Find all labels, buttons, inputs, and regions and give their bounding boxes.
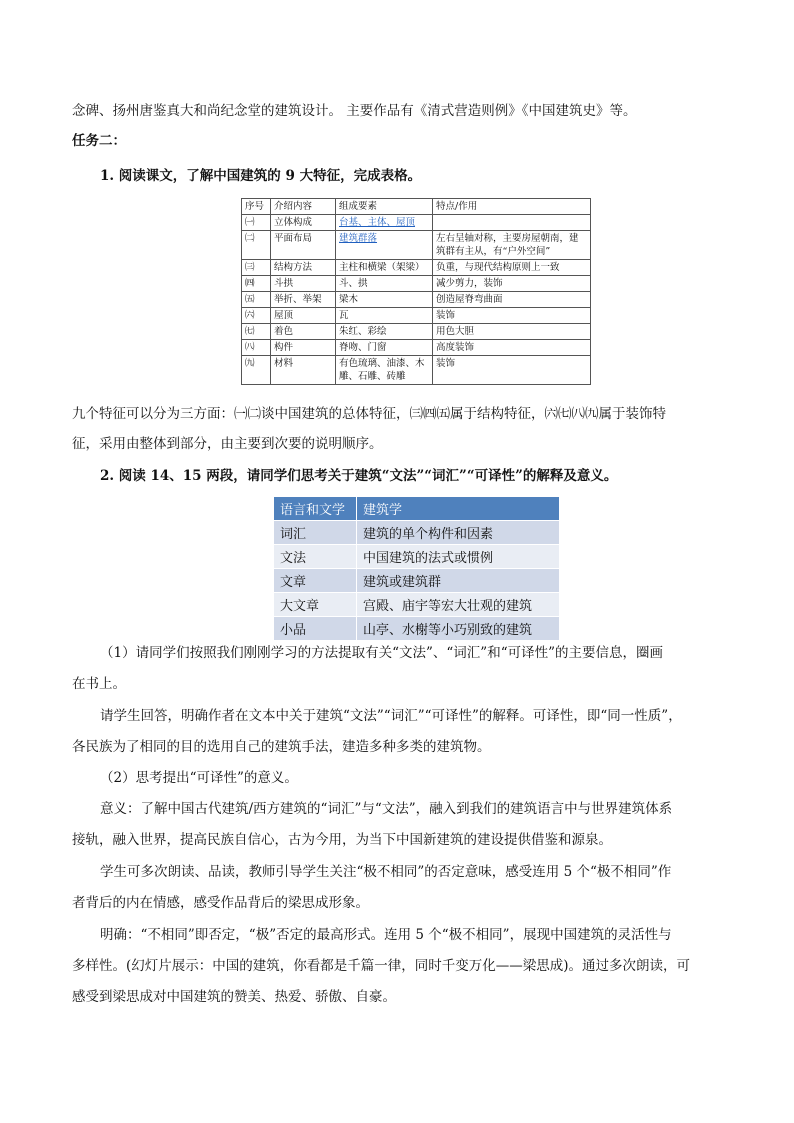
row-topic: 着色 [271,324,336,340]
paragraph-line: 学生可多次朗读、品读，教师引导学生关注“极不相同”的否定意味，感受连用 5 个“极不相同”作 [100,864,672,880]
table-row [242,260,591,276]
table-row [274,569,560,593]
row-topic: 立体构成 [271,215,336,231]
table-row [242,276,591,292]
table-row [274,617,560,641]
table-row [242,356,591,385]
row-term: 文法 [274,545,357,569]
row-number: ㈢ [242,260,271,276]
row-number: ㈣ [242,276,271,292]
elements-link[interactable]: 台基、主体、屋顶 [339,217,416,228]
row-term: 大文章 [274,593,357,617]
row-feature: 装饰 [433,356,591,385]
table-header-cell: 建筑学 [357,497,560,521]
table-header-row [242,199,591,215]
row-elements: 脊吻、门窗 [336,340,433,356]
paragraph-line: 各民族为了相同的目的选用自己的建筑手法，建造多种多类的建筑物。 [72,739,491,755]
paragraph-line: 在书上。 [72,676,126,692]
row-feature: 用色大胆 [433,324,591,340]
table-row [242,324,591,340]
row-elements: 有色琉璃、油漆、木雕、石雕、砖雕 [336,356,433,385]
paragraph-line: （1）请同学们按照我们刚刚学习的方法提取有关“文法”、“词汇”和“可译性”的主要信息，圈画 [100,645,663,661]
row-topic: 结构方法 [271,260,336,276]
paragraph-line: 征，采用由整体到部分，由主要到次要的说明顺序。 [72,436,383,452]
row-topic: 材料 [271,356,336,385]
row-feature: 左右呈轴对称，主要房屋朝南，建筑群有主从，有“户外空间” [433,231,591,260]
row-topic: 屋顶 [271,308,336,324]
row-elements: 朱红、彩绘 [336,324,433,340]
row-number: ㈧ [242,340,271,356]
paragraph-line: 感受到梁思成对中国建筑的赞美、热爱、骄傲、自豪。 [72,989,396,1005]
row-meaning: 中国建筑的法式或惯例 [357,545,560,569]
paragraph-line: 明确：“不相同”即否定，“极”否定的最高形式。连用 5 个“极不相同”，展现中国建筑的灵活性与 [100,927,672,943]
row-topic: 举折、举架 [271,292,336,308]
row-feature: 创造屋脊弯曲面 [433,292,591,308]
table-header-cell: 组成要素 [336,199,433,215]
table-row [242,340,591,356]
row-meaning: 建筑的单个构件和因素 [357,521,560,545]
section-heading-task2: 任务二： [72,133,126,149]
row-number: ㈡ [242,231,271,260]
table-row [242,215,591,231]
row-elements: 斗、拱 [336,276,433,292]
row-term: 词汇 [274,521,357,545]
paragraph-line: 请学生回答，明确作者在文本中关于建筑“文法”“词汇”“可译性”的解释。可译性，即“同一性质”， [100,708,682,724]
table-header-cell: 序号 [242,199,271,215]
table-row [242,292,591,308]
table-row [274,593,560,617]
row-number: ㈨ [242,356,271,385]
table-header-cell: 介绍内容 [271,199,336,215]
row-meaning: 建筑或建筑群 [357,569,560,593]
paragraph-line: （2）思考提出“可译性”的意义。 [100,770,298,786]
paragraph-line: 九个特征可以分为三方面：㈠㈡谈中国建筑的总体特征，㈢㈣㈤属于结构特征，㈥㈦㈧㈨属于装饰特 [72,406,666,422]
features-table [241,198,591,385]
table-row [242,231,591,260]
row-number: ㈥ [242,308,271,324]
table-row [274,545,560,569]
row-elements: 梁木 [336,292,433,308]
row-feature: 减少剪力，装饰 [433,276,591,292]
row-meaning: 宫殿、庙宇等宏大壮观的建筑 [357,593,560,617]
row-topic: 构件 [271,340,336,356]
row-topic: 斗拱 [271,276,336,292]
row-number: ㈦ [242,324,271,340]
table-row [274,521,560,545]
row-meaning: 山亭、水榭等小巧别致的建筑 [357,617,560,641]
row-topic: 平面布局 [271,231,336,260]
row-number: ㈠ [242,215,271,231]
row-elements-link[interactable] [336,215,433,231]
paragraph-line: 多样性。(幻灯片展示：中国的建筑，你看都是千篇一律，同时千变万化——梁思成)。通过多次朗读，可 [72,958,691,974]
paragraph-line: 念碑、扬州唐鉴真大和尚纪念堂的建筑设计。 主要作品有《清式营造则例》《中国建筑史》等。 [72,103,637,119]
row-feature: 高度装饰 [433,340,591,356]
row-feature: 装饰 [433,308,591,324]
elements-link[interactable]: 建筑群落 [339,233,378,244]
question-1-heading: 1. 阅读课文，了解中国建筑的 9 大特征，完成表格。 [100,168,422,184]
row-elements-link[interactable] [336,231,433,260]
row-feature: 负重，与现代结构原则上一致 [433,260,591,276]
paragraph-line: 意义：了解中国古代建筑/西方建筑的“词汇”与“文法”，融入到我们的建筑语言中与世界建筑体系 [100,801,673,817]
row-feature [433,215,591,231]
question-2-heading: 2. 阅读 14、15 两段，请同学们思考关于建筑“文法”“词汇”“可译性”的解释及意义。 [100,468,618,484]
row-elements: 瓦 [336,308,433,324]
analogy-table [274,497,560,641]
paragraph-line: 接轨，融入世界，提高民族自信心，古为今用，为当下中国新建筑的建设提供借鉴和源泉。 [72,832,612,848]
row-term: 文章 [274,569,357,593]
table-row [242,308,591,324]
row-term: 小品 [274,617,357,641]
row-number: ㈤ [242,292,271,308]
paragraph-line: 者背后的内在情感，感受作品背后的梁思成形象。 [72,895,369,911]
table-header-row [274,497,560,521]
table-header-cell: 特点/作用 [433,199,591,215]
row-elements: 主柱和横梁（架梁） [336,260,433,276]
table-header-cell: 语言和文学 [274,497,357,521]
